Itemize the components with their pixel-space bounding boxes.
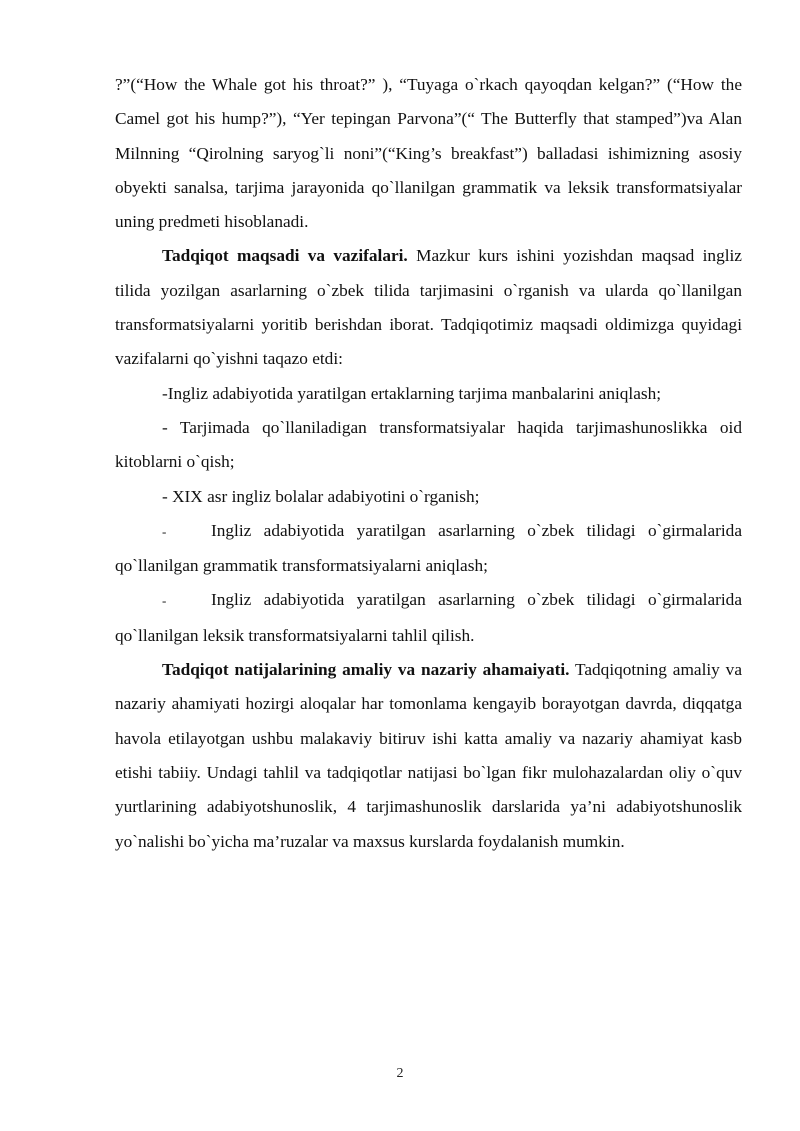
significance-heading: Tadqiqot natijalarining amaliy va nazariy ahamaiyati. [162,660,570,680]
goals-text: Mazkur kurs ishini yozishdan maqsad ingliz tilida yozilgan asarlarning o`zbek tilida tarjimasini o`rganish va ularda qo`llanilgan transformatsiyalarni yoritib berishdan iborat. Tadqiqotimiz maqsadi oldimizga quyidagi vazifalarni qo`yishni taqazo etdi: [115,246,742,369]
page-number: 2 [396,1066,404,1081]
task-item: - Tarjimada qo`llaniladigan transformatsiyalar haqida tarjimashunoslikka oid kitoblarni o`qish; [115,417,742,472]
task-item: -Ingliz adabiyotida yaratilgan ertaklarning tarjima manbalarini aniqlash; [162,383,662,403]
dash-task-text: Ingliz adabiyotida yaratilgan asarlarning o`zbek tilidagi o`girmalarida qo`llanilgan leksik transformatsiyalarni tahlil qilish. [115,590,742,645]
dash-task-text: Ingliz adabiyotida yaratilgan asarlarning o`zbek tilidagi o`girmalarida qo`llanilgan grammatik transformatsiyalarni aniqlash; [115,520,742,576]
document-page [115,68,742,859]
task-item: - XIX asr ingliz bolalar adabiyotini o`rganish; [162,486,480,506]
dash-task-item [115,514,742,584]
significance-paragraph [115,653,742,859]
goals-heading: Tadqiqot maqsadi va vazifalari. [162,246,408,266]
goals-paragraph [115,239,742,376]
dash-marker: - [162,523,167,539]
dash-marker: - [162,593,167,609]
intro-paragraph: ?”(“How the Whale got his throat?” ), “Tuyaga o`rkach qayoqdan kelgan?” (“How the Camel got his hump?”), “Yer tepingan Parvona”(“ The Butterfly that stamped”)va Alan Milnning “Qirolning saryog`li noni”(“King’s breakfast”) balladasi ishimizning asosiy obyekti sanalsa, tarjima jarayonida qo`llanilgan grammatik va leksik transformatsiyalar uning predmeti hisoblanadi. [115,75,742,232]
significance-text: Tadqiqotning amaliy va nazariy ahamiyati hozirgi aloqalar har tomonlama kengayib borayotgan davrda, diqqatga havola etilayotgan ushbu malakaviy bitiruv ishi katta amaliy va nazariy ahamiyat kasb etishi tabiiy. Undagi tahlil va tadqiqotlar natijasi bo`lgan fikr mulohazalardan oliy o`quv yurtlarining adabiyotshunoslik, 4 tarjimashunoslik darslarida ya’ni adabiyotshunoslik yo`nalishi bo`yicha ma’ruzalar va maxsus kurslarda foydalanish mumkin. [115,660,742,851]
dash-task-item [115,583,742,653]
